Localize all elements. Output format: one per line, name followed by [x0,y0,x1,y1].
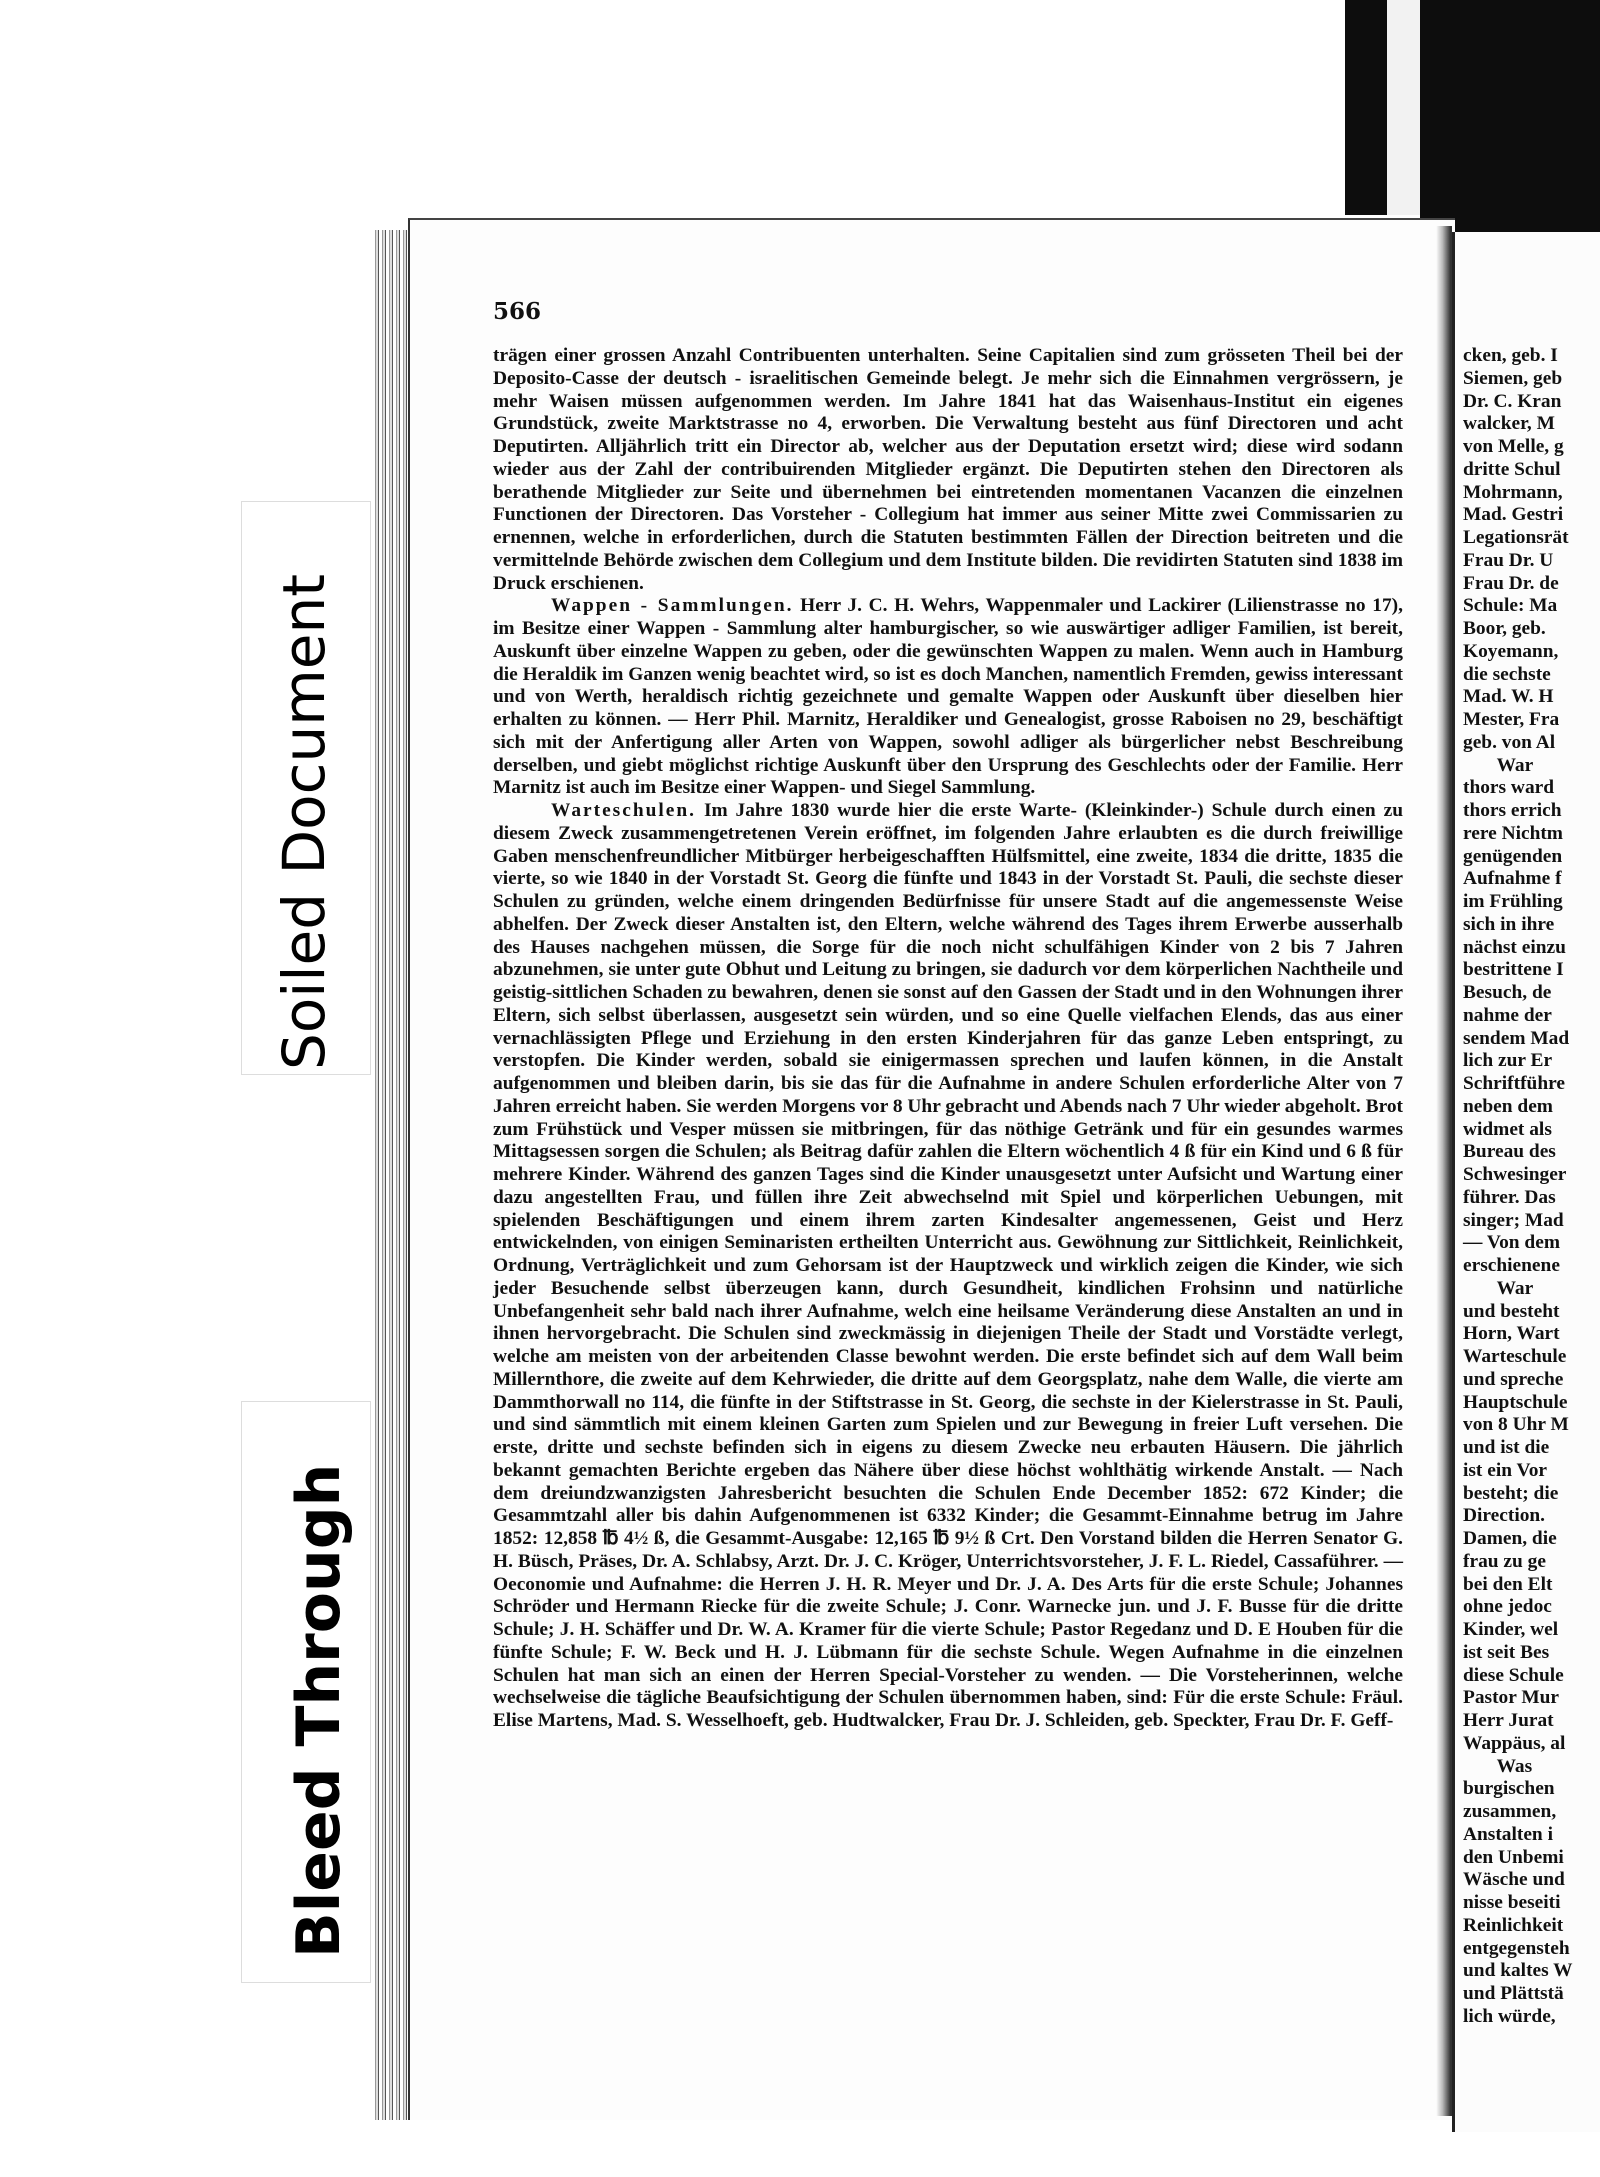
next-page-line: Bureau des [1463,1141,1556,1163]
next-page-line: singer; Mad [1463,1209,1564,1231]
soiled-document-label: Soiled Document [270,574,338,1070]
page-text [493,345,1403,1733]
next-page-line: die sechste [1463,663,1551,685]
next-page-line: Hauptschule [1463,1391,1568,1413]
next-page-line: und ist die [1463,1437,1550,1458]
next-page-line: Legationsrät [1463,527,1569,548]
scan-light-gap [1387,0,1420,215]
next-page-line: bei den Elt [1463,1573,1553,1595]
book-gutter [1436,226,1452,2116]
scan-dark-edge-top [1345,0,1387,215]
bleed-through-label-box [242,1402,370,1982]
next-page-line: Pastor Mur [1463,1687,1560,1709]
next-page-line: sich in ihre [1463,913,1555,935]
next-page-line: thors ward [1463,777,1555,799]
next-page-line: War [1463,754,1534,776]
paragraph-wappen [493,595,1403,800]
next-page-line: von Melle, g [1463,436,1564,457]
next-page-line: ist ein Vor [1463,1459,1548,1481]
next-page-line: rere Nichtm [1463,822,1563,844]
next-page-line: genügenden [1463,845,1563,867]
next-page-line: Was [1463,1755,1533,1777]
next-page-line: erschienene [1463,1255,1560,1276]
next-page-line: frau zu ge [1463,1550,1546,1572]
next-page-line: War [1463,1277,1534,1299]
next-page-line: Wäsche und [1463,1869,1565,1891]
next-page-line: lich würde, [1463,2005,1556,2027]
next-page-line: von 8 Uhr M [1463,1414,1569,1436]
next-page-line: bestrittene I [1463,959,1564,981]
next-page-line: thors errich [1463,800,1562,821]
next-page-line: sendem Mad [1463,1027,1570,1049]
next-page-line: Warteschule [1463,1346,1567,1367]
next-page-line: widmet als [1463,1118,1552,1140]
next-page-line: neben dem [1463,1095,1553,1117]
next-page-line: Mester, Fra [1463,709,1560,730]
book-page-edges [372,230,412,2120]
next-page-line: cken, geb. I [1463,345,1558,366]
bleed-through-label: Bleed Through [284,1463,354,1958]
next-page-line: Dr. C. Kran [1463,390,1562,412]
next-page-line: nisse beseiti [1463,1892,1561,1913]
next-page-line: Herr Jurat [1463,1710,1554,1731]
next-page-line: Schwesinger [1463,1164,1567,1185]
next-page-line: den Unbemi [1463,1846,1564,1868]
next-page-line: Schriftführe [1463,1073,1565,1094]
next-page-partial [1452,232,1600,2132]
next-page-line: geb. von Al [1463,731,1556,753]
next-page-line: besteht; die [1463,1482,1559,1504]
next-page-line: Wappäus, al [1463,1732,1566,1754]
next-page-line: und besteht [1463,1300,1560,1322]
next-page-line: Boor, geb. [1463,618,1546,639]
next-page-line: Frau Dr. U [1463,549,1554,571]
paragraph-waisenhaus [493,345,1403,595]
next-page-line: und Plättstä [1463,1983,1564,2004]
next-page-line: burgischen [1463,1778,1555,1800]
next-page-line: — Von dem [1463,1232,1560,1254]
next-page-line: Damen, die [1463,1528,1557,1549]
paragraph-warteschulen [493,800,1403,1733]
section-heading: Wappen - Sammlungen. [551,595,794,617]
next-page-line: lich zur Er [1463,1050,1553,1072]
next-page-line: diese Schule [1463,1664,1564,1686]
page-number: 566 [493,298,542,325]
next-page-line: Mad. W. H [1463,686,1554,708]
next-page-line: Direction. [1463,1505,1546,1527]
next-page-line: Besuch, de [1463,982,1552,1003]
next-page-line: ist seit Bes [1463,1641,1550,1663]
paragraph-text: Herr J. C. H. Wehrs, Wappenmaler und Lackirer (Lilienstrasse no 17), im Besitze einer Wappen - Sammlung alter hamburgischer, so wie auswärtiger adliger Familien, ist bereit, Auskunft über einzelne Wappen zu geben, oder die gewünschten Wappen zu malen. Wenn auch in Hamburg die Heraldik im Ganzen wenig beachtet wird, so ist es doch Manchen, namentlich Fremden, gewiss interessant und von Werth, heraldisch richtig gezeichnete und gemalte Wappen oder Auskunft über dieselben hier erhalten zu können. — Herr Phil. Marnitz, Heraldiker und Genealogist, grosse Raboisen no 29, beschäftigt sich mit der Anfertigung aller Arten von Wappen, sowohl adliger als bürgerlicher nebst Beschreibung derselben, und giebt möglichst richtige Auskunft über den Ursprung des Geschlechts oder der Familie. Herr Marnitz ist auch im Besitze einer Wappen- und Siegel Sammlung. [493,595,1403,799]
next-page-line: im Frühling [1463,891,1563,912]
next-page-line: walcker, M [1463,413,1555,435]
next-page-line: dritte Schul [1463,458,1561,480]
scan-dark-edge-right [1420,0,1600,232]
next-page-line: Reinlichkeit [1463,1914,1564,1936]
next-page-line: Siemen, geb [1463,367,1563,389]
next-page-line: zusammen, [1463,1801,1557,1822]
next-page-line: Aufnahme f [1463,868,1562,890]
next-page-line: führer. Das [1463,1186,1556,1208]
next-page-line: und kaltes W [1463,1960,1573,1982]
next-page-line: Frau Dr. de [1463,572,1559,594]
next-page-line: Mohrmann, [1463,481,1563,503]
next-page-line: Schule: Ma [1463,595,1558,617]
section-heading: Warteschulen. [551,800,697,821]
next-page-line: Kinder, wel [1463,1619,1559,1640]
next-page-line: Anstalten i [1463,1823,1553,1845]
next-page-text [1463,345,1600,2029]
next-page-line: nahme der [1463,1004,1552,1026]
next-page-line: Horn, Wart [1463,1323,1560,1345]
paragraph-text: trägen einer grossen Anzahl Contribuenten unterhalten. Seine Capitalien sind zum grösseten Theil bei der Deposito-Casse der deutsch - israelitischen Gemeinde belegt. Je mehr sich die Einnahmen vergrössern, je mehr Waisen müssen aufgenommen werden. Im Jahre 1841 hat das Waisenhaus-Institut ein eigenes Grundstück, zweite Marktstrasse no 4, erworben. Die Verwaltung besteht aus fünf Directoren und acht Deputirten. Alljährlich tritt ein Director ab, welcher aus der Deputation ersetzt wird; diese wird sodann wieder aus der Zahl der contribuirenden Mitglieder ergänzt. Die Deputirten stehen den Directoren als berathende Mitglieder zur Seite und übernehmen bei eintretenden momentanen Vacanzen die einzelnen Functionen der Directoren. Das Vorsteher - Collegium hat immer aus seiner Mitte zwei Commissarien zu ernennen, welche in erforderlichen, durch die Statuten bestimmten Fällen der Direction beitreten und die vermittelnde Behörde zwischen dem Collegium und dem Institute bilden. Die revidirten Statuten sind 1838 im Druck erschienen. [493,345,1403,594]
next-page-line: nächst einzu [1463,936,1566,958]
next-page-line: ohne jedoc [1463,1596,1552,1618]
next-page-line: und spreche [1463,1368,1564,1390]
next-page-line: Koyemann, [1463,640,1559,662]
soiled-document-label-box [242,502,370,1074]
paragraph-text: Im Jahre 1830 wurde hier die erste Warte- (Kleinkinder-) Schule durch einen zu diesem Zweck zusammengetretenen Verein eröffnet, im folgenden Jahre erlaubten es die durch freiwillige Gaben menschenfreundlicher Mitbürger herbeigeschafften Hülfsmittel, eine zweite, 1834 die dritte, 1835 die vierte, so wie 1840 in der Vorstadt St. Georg die fünfte und 1843 in der Vorstadt St. Pauli, die sechste dieser Schulen zu gründen, welche einem dringenden Bedürfnisse für unsere Stadt auf die angemessenste Weise abhelfen. Der Zweck dieser Anstalten ist, den Eltern, welche während des Tages ihrem Erwerbe ausserhalb des Hauses nachgehen müssen, die Sorge für die noch nicht schulfähigen Kinder von 2 bis 7 Jahren abzunehmen, sie unter gute Obhut und Leitung zu bringen, sie dadurch vor dem körperlichen Nachtheile und geistig-sittlichen Schaden zu bewahren, denen sie sonst auf den Gassen der Stadt und in den Wohnungen ihrer Eltern, sich selbst überlassen, ausgesetzt sein würden, und so eine Quelle vielfachen Elends, das aus einer vernachlässigten Pflege und Erziehung in den ersten Kinderjahren für das ganze Leben entspringt, zu verstopfen. Die Kinder werden, sobald sie einigermassen sprechen und laufen können, in die Anstalt aufgenommen und bleiben darin, bis sie das für die Aufnahme in andere Schulen erforderliche Alter von 7 Jahren erreicht haben. Sie werden Morgens vor 8 Uhr gebracht und Abends nach 7 Uhr wieder abgeholt. Brot zum Frühstück und Vesper müssen sie mitbringen, für das nöthige Getränk und für ein gesundes warmes Mittagsessen sorgen die Schulen; als Beitrag dafür zahlen die Eltern wöchentlich 4 ß für ein Kind und 6 ß für mehrere Kinder. Während des ganzen Tages sind die Kinder unausgesetzt unter Aufsicht und Wartung einer dazu angestellten Frau, und füllen ihre Zeit abwechselnd mit Spiel und körperlichen Uebungen, mit spielenden Beschäftigungen und einem ihrem zarten Kindesalter angemessenen, Geist und Herz entwickelnden, von einigen Seminaristen ertheilten Unterricht aus. Gewöhnung zur Sittlichkeit, Reinlichkeit, Ordnung, Verträglichkeit und zum Gehorsam ist der Hauptzweck und wirklich zeigen die Kinder, wie sich jeder Besuchende selbst überzeugen kann, durch Gesundheit, kindlichen Frohsinn und natürliche Unbefangenheit sehr bald nach ihrer Aufnahme, welch eine heilsame Veränderung diese Anstalten an und in ihnen hervorgebracht. Die Schulen sind zweckmässig in diejenigen Theile der Stadt und Vorstädte verlegt, welche am meisten von der arbeitenden Classe bewohnt werden. Die erste befindet sich auf dem Wall beim Millernthore, die zweite auf dem Kehrwieder, die dritte auf dem Georgsplatz, nahe dem Walle, die vierte am Dammthorwall no 114, die fünfte in der Stiftstrasse in St. Georg, die sechste in der Kielerstrasse in St. Pauli, und sind sämmtlich mit einem kleinen Garten zum Spielen und zur Bewegung in freier Luft versehen. Die erste, dritte und sechste befinden sich in eigens zu diesem Zwecke neu erbauten Häusern. Die jährlich bekannt gemachten Berichte ergeben das Nähere über diese höchst wohlthätig wirkende Anstalt. — Nach dem dreiundzwanzigsten Jahresbericht besuchten die Schulen Ende December 1852: 672 Kinder; die Gesammtzahl aller bis dahin Aufgenommenen ist 6332 Kinder; die Gesammt-Einnahme betrug im Jahre 1852: 12,858 ℔ 4½ ß, die Gesammt-Ausgabe: 12,165 ℔ 9½ ß Crt. Den Vorstand bilden die Herren Senator G. H. Büsch, Präses, Dr. A. Schlabsy, Arzt. Dr. J. C. Kröger, Unterrichtsvorsteher, J. F. L. Riedel, Cassaführer. — Oeconomie und Aufnahme: die Herren J. H. R. Meyer und Dr. J. A. Des Arts für die erste Schule; Johannes Schröder und Hermann Riecke für die zweite Schule; J. Conr. Warnecke jun. und J. F. Busse für die dritte Schule; J. H. Schäffer und Dr. W. A. Kramer für die vierte Schule; Pastor Regedanz und D. E Houben für die fünfte Schule; F. W. Beck und H. J. Lübmann für die sechste Schule. Wegen Aufnahme in die einzelnen Schulen hat man sich an einen der Herren Special-Vorsteher zu wenden. — Die Vorsteherinnen, welche wechselweise die tägliche Beaufsichtigung der Schulen übernommen haben, sind: Für die erste Schule: Fräul. Elise Martens, Mad. S. Wesselhoeft, geb. Hudtwalcker, Frau Dr. J. Schleiden, geb. Speckter, Frau Dr. F. Geff- [493,800,1403,1731]
next-page-line: Mad. Gestri [1463,504,1564,526]
next-page-line: entgegensteh [1463,1937,1570,1959]
